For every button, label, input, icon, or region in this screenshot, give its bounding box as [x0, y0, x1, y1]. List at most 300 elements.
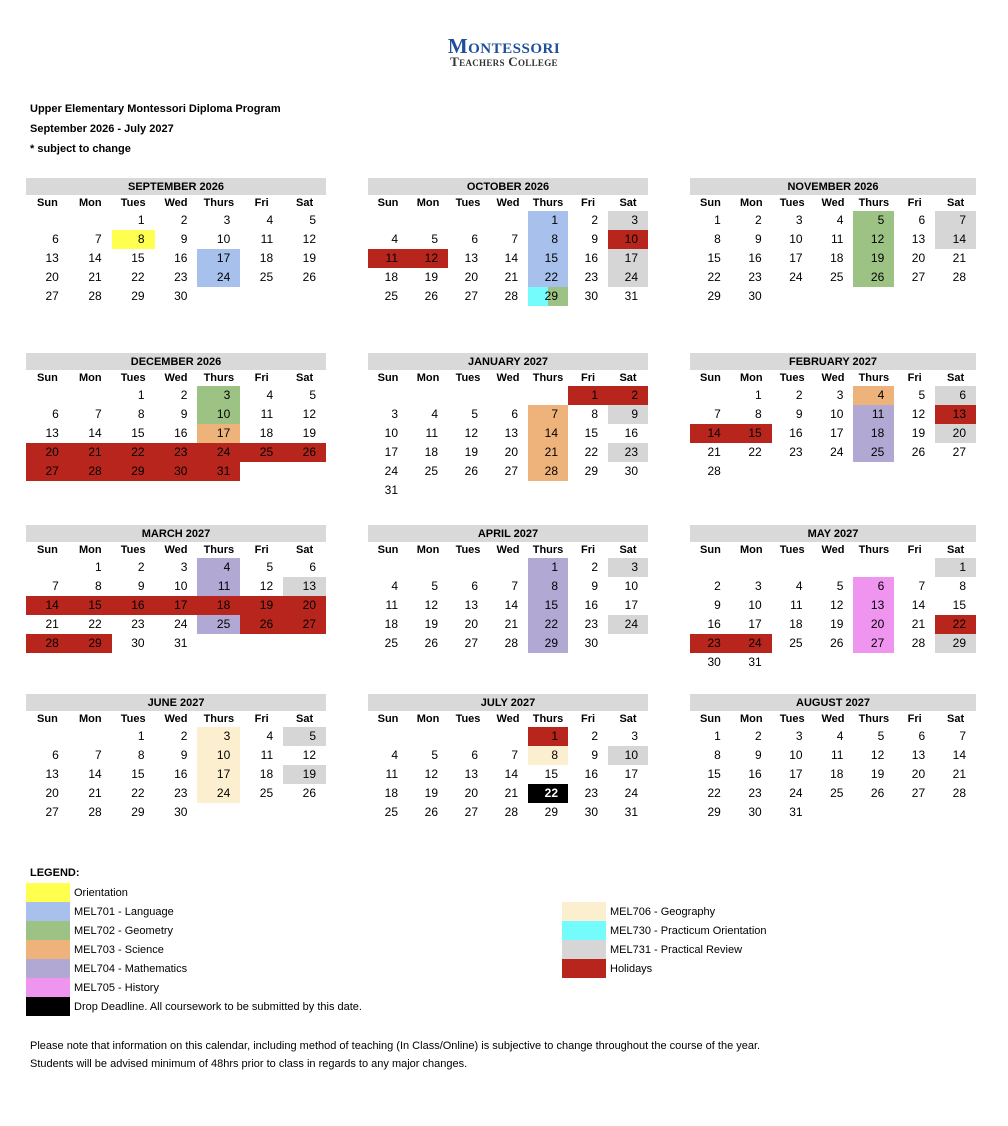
day-number: 2 [631, 388, 638, 402]
day-cell [26, 287, 69, 306]
day-number: 4 [836, 729, 844, 743]
day-number: 13 [464, 251, 478, 265]
legend-swatch [562, 959, 606, 978]
day-cell [69, 287, 112, 306]
legend-swatch [26, 921, 70, 940]
day-cell [69, 634, 112, 653]
day-number: 29 [584, 464, 598, 478]
day-number: 20 [464, 786, 478, 800]
day-cell [568, 462, 608, 481]
day-cell [112, 765, 155, 784]
day-cell [408, 765, 448, 784]
weekday-header-row [690, 711, 976, 727]
day-number: 31 [748, 655, 762, 669]
weekday-label: Mon [78, 197, 102, 209]
day-cell [608, 287, 648, 306]
day-cell [408, 287, 448, 306]
weekday-label: Thurs [858, 372, 890, 384]
day-number: 27 [45, 289, 59, 303]
day-number: 16 [174, 767, 188, 781]
day-number: 8 [714, 748, 721, 762]
weekday-label: Mon [739, 713, 763, 725]
empty-day-cell [26, 727, 69, 746]
legend-label: MEL731 - Practical Review [610, 943, 743, 956]
day-cell [772, 211, 813, 230]
day-cell [155, 596, 198, 615]
day-cell [488, 765, 528, 784]
day-number: 28 [544, 464, 558, 478]
day-cell [69, 784, 112, 803]
day-cell [690, 268, 731, 287]
day-cell [155, 615, 198, 634]
day-cell [935, 784, 976, 803]
day-cell [813, 249, 854, 268]
day-number: 28 [504, 805, 518, 819]
day-cell [408, 424, 448, 443]
day-cell [935, 727, 976, 746]
weekday-label: Fri [907, 544, 922, 556]
day-cell [568, 784, 608, 803]
day-number: 7 [95, 232, 102, 246]
day-number: 5 [309, 388, 316, 402]
day-number: 11 [871, 407, 885, 421]
day-cell [240, 249, 283, 268]
day-cell [448, 615, 488, 634]
day-cell [853, 443, 894, 462]
day-number: 6 [877, 579, 885, 593]
day-number: 25 [216, 617, 231, 631]
subject-to-change-note: * subject to change [30, 143, 131, 155]
day-number: 5 [836, 579, 844, 593]
day-cell [448, 765, 488, 784]
day-cell [772, 268, 813, 287]
weekday-label: Fri [907, 197, 922, 209]
day-number: 27 [45, 464, 59, 478]
day-number: 30 [584, 805, 598, 819]
day-number: 21 [88, 786, 102, 800]
legend-label: MEL703 - Science [74, 943, 164, 956]
legend-item [562, 959, 652, 978]
day-cell [772, 386, 813, 405]
day-number: 24 [624, 617, 638, 631]
day-cell [528, 803, 568, 822]
day-cell [197, 462, 240, 481]
day-cell [488, 634, 528, 653]
empty-day-cell [368, 386, 408, 405]
weekday-label: Tues [779, 544, 805, 556]
day-number: 22 [707, 786, 721, 800]
day-number: 16 [748, 767, 762, 781]
day-number: 11 [385, 767, 398, 781]
day-cell [813, 784, 854, 803]
day-cell [853, 211, 894, 230]
day-number: 14 [952, 232, 966, 246]
day-number: 10 [624, 232, 638, 246]
note-line-1: Please note that information on this calendar, including method of teaching (In Class/Online) is subjective to change throughout the course of the year. [30, 1040, 761, 1052]
day-number: 21 [504, 786, 518, 800]
day-number: 20 [911, 251, 926, 265]
day-number: 13 [870, 598, 885, 612]
legend-swatch [26, 978, 70, 997]
day-number: 2 [591, 560, 598, 574]
day-number: 29 [88, 636, 102, 650]
day-number: 18 [424, 445, 438, 459]
day-cell [240, 727, 283, 746]
day-number: 5 [309, 213, 316, 227]
day-number: 14 [88, 251, 102, 265]
day-number: 21 [88, 445, 102, 459]
day-cell [26, 443, 69, 462]
weekday-label: Wed [496, 713, 520, 725]
day-number: 27 [911, 270, 926, 284]
day-cell [853, 784, 894, 803]
empty-day-cell [488, 386, 528, 405]
day-cell [731, 803, 772, 822]
legend-item [26, 959, 187, 978]
weekday-label: Fri [907, 713, 922, 725]
day-number: 4 [266, 213, 274, 227]
day-cell [568, 577, 608, 596]
day-number: 12 [870, 748, 885, 762]
day-cell [368, 462, 408, 481]
day-number: 15 [544, 767, 558, 781]
weekday-label: Sat [296, 372, 314, 384]
day-number: 2 [591, 213, 598, 227]
weekday-label: Tues [455, 544, 481, 556]
day-cell [772, 803, 813, 822]
day-number: 23 [131, 617, 145, 631]
day-number: 9 [714, 598, 721, 612]
day-number: 9 [591, 579, 598, 593]
day-cell [568, 211, 608, 230]
day-cell [197, 596, 240, 615]
day-number: 5 [431, 748, 438, 762]
day-cell [528, 211, 568, 230]
day-number: 26 [424, 636, 438, 650]
day-number: 21 [911, 617, 926, 631]
day-number: 26 [870, 270, 885, 284]
day-cell [894, 746, 935, 765]
weekday-label: Sat [947, 544, 965, 556]
weekday-header-row [26, 542, 326, 558]
day-cell [731, 746, 772, 765]
day-cell [528, 424, 568, 443]
day-number: 23 [174, 786, 188, 800]
day-number: 23 [584, 617, 598, 631]
day-number: 19 [424, 786, 438, 800]
day-cell [240, 405, 283, 424]
day-number: 23 [748, 786, 762, 800]
day-number: 4 [836, 213, 844, 227]
day-number: 5 [918, 388, 926, 402]
day-number: 4 [877, 388, 885, 402]
empty-day-cell [528, 386, 568, 405]
empty-day-cell [69, 727, 112, 746]
day-cell [26, 615, 69, 634]
day-cell [690, 634, 731, 653]
day-cell [488, 249, 528, 268]
day-number: 24 [216, 786, 231, 800]
day-number: 11 [260, 407, 274, 421]
day-number: 26 [302, 445, 316, 459]
day-cell [488, 784, 528, 803]
empty-day-cell [488, 558, 528, 577]
day-number: 28 [952, 786, 966, 800]
day-number: 14 [707, 426, 721, 440]
day-cell [69, 443, 112, 462]
day-cell [26, 746, 69, 765]
weekday-label: Fri [254, 713, 269, 725]
day-cell [408, 784, 448, 803]
day-cell [813, 268, 854, 287]
month-title: OCTOBER 2026 [368, 178, 648, 195]
month-calendar [690, 694, 976, 822]
day-cell [528, 634, 568, 653]
empty-day-cell [488, 727, 528, 746]
day-number: 18 [216, 598, 231, 612]
day-number: 17 [789, 251, 803, 265]
day-cell [283, 727, 326, 746]
day-number: 25 [259, 270, 274, 284]
weekday-label: Wed [164, 544, 188, 556]
day-cell [853, 268, 894, 287]
day-number: 11 [425, 426, 438, 440]
day-number: 8 [551, 579, 558, 593]
day-cell [448, 443, 488, 462]
day-number: 9 [755, 232, 762, 246]
legend-item [562, 902, 715, 921]
day-grid [690, 386, 976, 481]
day-cell [408, 249, 448, 268]
day-cell [853, 249, 894, 268]
day-number: 20 [464, 270, 478, 284]
weekday-label: Sat [619, 544, 637, 556]
day-number: 9 [180, 407, 188, 421]
legend-swatch [26, 883, 70, 902]
day-number: 20 [302, 598, 316, 612]
day-cell [894, 577, 935, 596]
day-cell [155, 558, 198, 577]
day-number: 3 [391, 407, 398, 421]
day-cell [935, 746, 976, 765]
day-cell [155, 249, 198, 268]
empty-day-cell [368, 727, 408, 746]
day-cell [813, 634, 854, 653]
day-grid [690, 558, 976, 672]
day-number: 2 [714, 579, 721, 593]
day-cell [155, 803, 198, 822]
day-number: 29 [707, 289, 721, 303]
day-cell [69, 746, 112, 765]
day-cell [197, 230, 240, 249]
day-cell [731, 405, 772, 424]
day-cell [731, 386, 772, 405]
day-cell [488, 596, 528, 615]
month-title: MARCH 2027 [26, 525, 326, 542]
weekday-label: Sun [37, 713, 58, 725]
empty-day-cell [26, 211, 69, 230]
day-cell [528, 230, 568, 249]
day-cell [368, 268, 408, 287]
weekday-label: Sat [296, 197, 314, 209]
day-cell [731, 596, 772, 615]
day-number: 9 [631, 407, 638, 421]
weekday-header-row [368, 195, 648, 211]
day-number: 29 [952, 636, 966, 650]
weekday-label: Sat [947, 372, 965, 384]
day-cell [813, 211, 854, 230]
day-number: 27 [952, 445, 966, 459]
day-cell [894, 211, 935, 230]
day-number: 9 [755, 748, 762, 762]
day-number: 8 [959, 579, 966, 593]
day-number: 21 [88, 270, 102, 284]
day-cell [155, 746, 198, 765]
weekday-label: Mon [78, 713, 102, 725]
day-cell [528, 746, 568, 765]
day-number: 13 [911, 232, 926, 246]
weekday-label: Sat [296, 713, 314, 725]
day-number: 10 [830, 407, 844, 421]
weekday-label: Wed [164, 713, 188, 725]
day-number: 14 [88, 426, 102, 440]
day-number: 26 [302, 270, 316, 284]
day-cell [528, 784, 568, 803]
day-cell [813, 765, 854, 784]
day-number: 29 [544, 805, 558, 819]
day-number: 5 [471, 407, 478, 421]
day-number: 13 [464, 767, 478, 781]
weekday-label: Wed [164, 372, 188, 384]
day-cell [731, 443, 772, 462]
day-cell [283, 596, 326, 615]
day-cell [408, 462, 448, 481]
month-calendar [368, 694, 648, 822]
day-number: 20 [911, 767, 926, 781]
weekday-header-row [690, 195, 976, 211]
empty-day-cell [408, 727, 448, 746]
day-cell [283, 443, 326, 462]
day-number: 9 [795, 407, 803, 421]
day-cell [112, 577, 155, 596]
day-cell [528, 443, 568, 462]
day-number: 24 [789, 786, 803, 800]
day-cell [690, 230, 731, 249]
legend-label: Orientation [74, 886, 128, 899]
month-calendar [26, 525, 326, 653]
day-number: 20 [464, 617, 478, 631]
day-number: 19 [302, 767, 316, 781]
day-cell [813, 596, 854, 615]
day-number: 2 [755, 729, 762, 743]
day-number: 25 [259, 786, 274, 800]
day-cell [368, 765, 408, 784]
day-number: 18 [259, 426, 274, 440]
day-cell [155, 268, 198, 287]
day-cell [240, 784, 283, 803]
day-number: 8 [137, 232, 145, 246]
day-number: 19 [302, 251, 316, 265]
day-cell [731, 424, 772, 443]
day-number: 16 [174, 251, 188, 265]
day-number: 23 [584, 786, 598, 800]
weekday-label: Tues [779, 713, 805, 725]
day-cell [608, 765, 648, 784]
day-cell [368, 230, 408, 249]
weekday-label: Tues [779, 197, 805, 209]
day-cell [813, 727, 854, 746]
day-number: 30 [584, 636, 598, 650]
day-number: 12 [302, 232, 316, 246]
day-cell [608, 211, 648, 230]
day-cell [731, 211, 772, 230]
day-cell [731, 577, 772, 596]
day-number: 1 [95, 560, 102, 574]
day-cell [69, 765, 112, 784]
day-cell [608, 746, 648, 765]
day-number: 22 [544, 617, 558, 631]
day-number: 16 [584, 598, 598, 612]
day-number: 1 [137, 388, 145, 402]
day-cell [368, 615, 408, 634]
weekday-label: Sat [947, 713, 965, 725]
weekday-label: Thurs [203, 544, 235, 556]
day-cell [853, 727, 894, 746]
month-title: FEBRUARY 2027 [690, 353, 976, 370]
day-number: 22 [131, 786, 145, 800]
day-cell [155, 765, 198, 784]
day-number: 7 [959, 213, 966, 227]
day-cell [283, 784, 326, 803]
day-cell [197, 784, 240, 803]
day-number: 17 [789, 767, 803, 781]
day-cell [935, 577, 976, 596]
weekday-label: Sat [947, 197, 965, 209]
day-cell [197, 424, 240, 443]
legend-label: MEL702 - Geometry [74, 924, 174, 937]
day-number: 24 [624, 786, 638, 800]
day-number: 21 [45, 617, 59, 631]
day-cell [368, 405, 408, 424]
day-number: 24 [830, 445, 844, 459]
legend-title: LEGEND: [30, 867, 80, 879]
day-number: 3 [223, 388, 231, 402]
day-number: 16 [624, 426, 638, 440]
day-number: 22 [748, 445, 762, 459]
day-cell [69, 230, 112, 249]
day-number: 4 [795, 579, 803, 593]
day-number: 6 [471, 579, 478, 593]
day-number: 4 [266, 388, 274, 402]
day-grid [368, 558, 648, 653]
day-cell [568, 596, 608, 615]
day-number: 4 [391, 748, 398, 762]
day-cell [608, 268, 648, 287]
legend-label: MEL730 - Practicum Orientation [610, 924, 767, 937]
weekday-label: Fri [254, 197, 269, 209]
month-calendar [26, 178, 326, 306]
day-cell [408, 596, 448, 615]
empty-day-cell [690, 386, 731, 405]
day-cell [283, 211, 326, 230]
day-grid [368, 211, 648, 306]
weekday-label: Thurs [532, 544, 564, 556]
weekday-label: Wed [496, 372, 520, 384]
month-calendar [690, 178, 976, 306]
day-number: 10 [748, 598, 762, 612]
day-cell [528, 615, 568, 634]
day-number: 15 [131, 426, 145, 440]
